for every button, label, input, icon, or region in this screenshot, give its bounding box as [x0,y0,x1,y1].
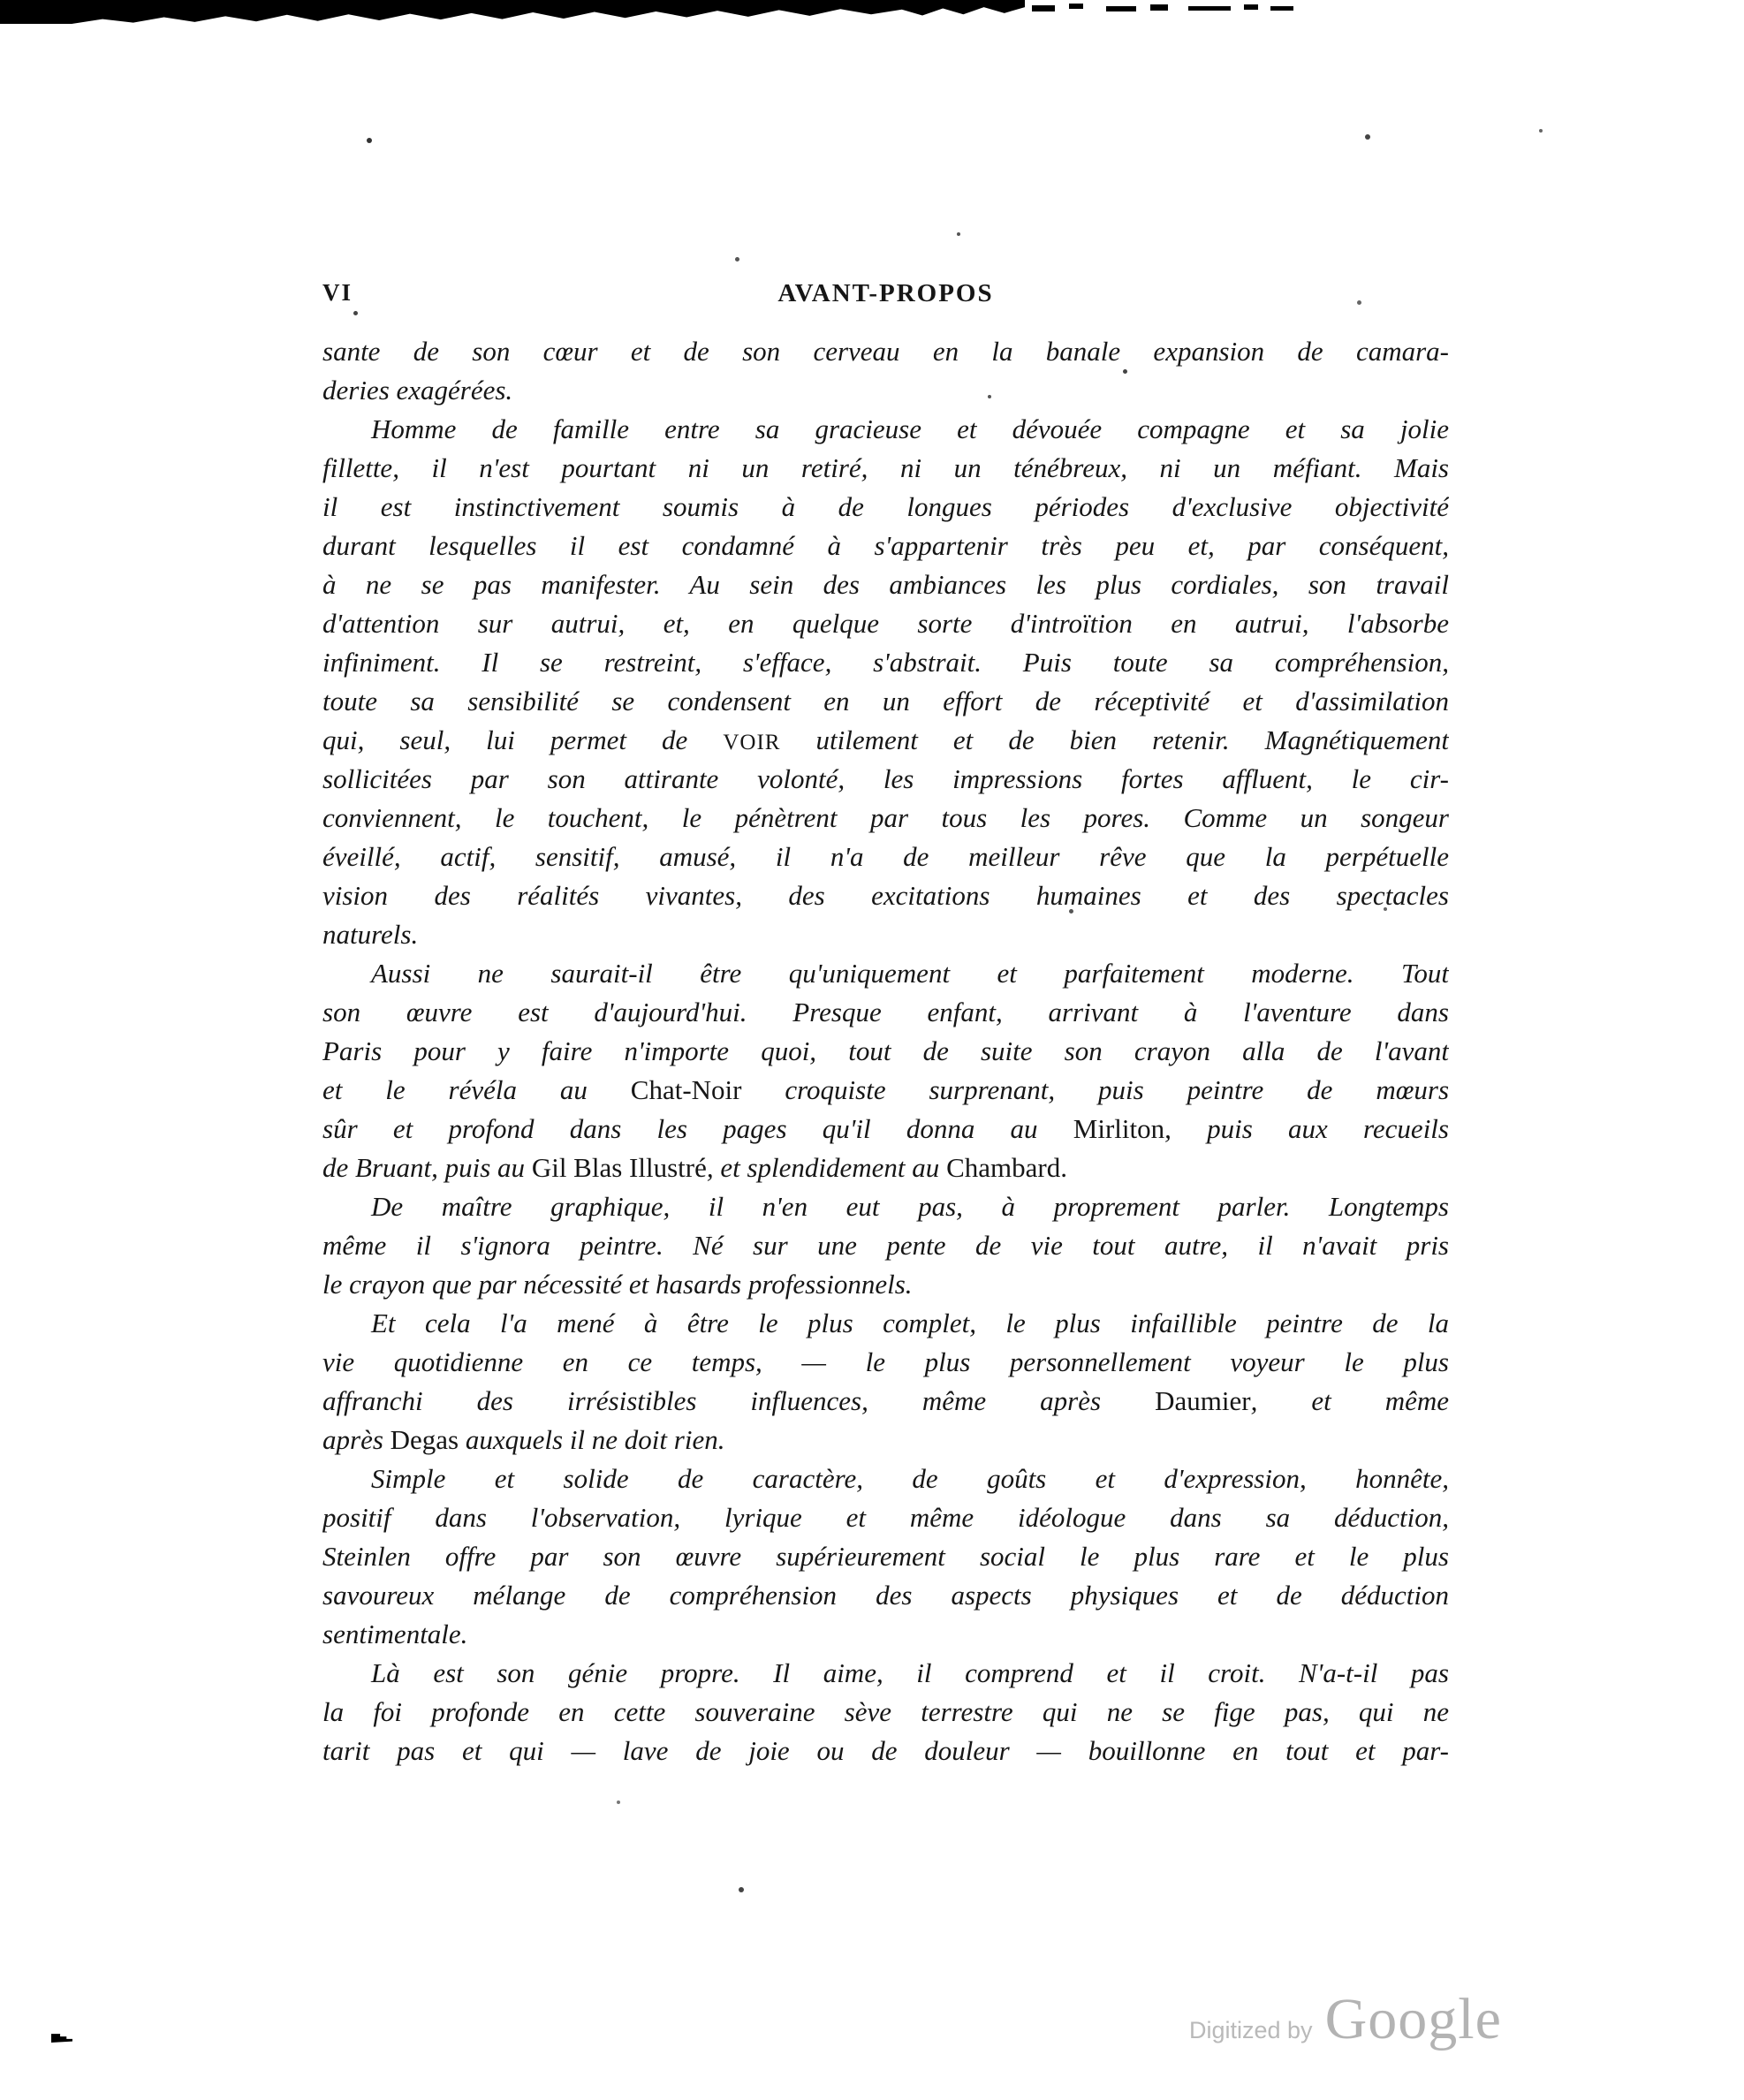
text-line [322,332,1449,371]
italic-text: naturels. [322,919,419,950]
text-line [322,449,1449,488]
scan-artifact-dash [1270,6,1293,11]
text-line [322,1343,1449,1382]
text-line [322,1304,1449,1343]
italic-text: sollicitées par son attirante volonté, les impressions fortes affluent, le cir- [322,763,1449,794]
text-line [322,604,1449,643]
italic-text: durant lesquelles il est condamné à s'appartenir très peu et, par conséquent, [322,530,1449,561]
italic-text: à ne se pas manifester. Au sein des ambiances les plus cordiales, son travail [322,569,1449,600]
text-line [322,1537,1449,1576]
italic-text: Homme de famille entre sa gracieuse et dévouée compagne et sa jolie [371,413,1449,444]
text-line [322,799,1449,838]
text-line [322,1032,1449,1071]
italic-text: fillette, il n'est pourtant ni un retiré, ni un ténébreux, ni un méfiant. Mais [322,452,1449,483]
scan-speck [1365,134,1370,140]
page-body [322,332,1449,1770]
italic-text: toute sa sensibilité se condensent en un effort de réceptivité et d'assimilation [322,686,1449,716]
paragraph [322,332,1449,410]
text-line [322,1693,1449,1732]
italic-text: utilement et de bien retenir. Magnétiquement [780,724,1449,755]
roman-text: Chambard. [946,1152,1067,1183]
paragraph [322,1654,1449,1770]
text-line [322,410,1449,449]
text-line [322,682,1449,721]
italic-text: sentimentale. [322,1619,468,1649]
scan-speck [1539,129,1543,133]
italic-text: il est instinctivement soumis à de longues périodes d'exclusive objectivité [322,491,1449,522]
text-line [322,760,1449,799]
text-line [322,643,1449,682]
italic-text: éveillé, actif, sensitif, amusé, il n'a de meilleur rêve que la perpétuelle [322,841,1449,872]
italic-text: vie quotidienne en ce temps, — le plus personnellement voyeur le plus [322,1346,1449,1377]
italic-text: auxquels il ne doit rien. [459,1424,725,1455]
text-line [322,876,1449,915]
text-line [322,1382,1449,1421]
text-line [322,1110,1449,1149]
text-line [322,915,1449,954]
scan-speck [735,257,739,262]
text-line [322,1459,1449,1498]
roman-text: Degas [390,1424,459,1455]
scan-artifact-dash [1188,6,1231,11]
digitization-watermark [1189,1986,1502,2053]
text-line [322,488,1449,527]
italic-text: la foi profonde en cette souveraine sève terrestre qui ne se fige pas, qui ne [322,1696,1449,1727]
running-title: AVANT-PROPOS [777,279,994,307]
text-line [322,838,1449,876]
text-line [322,1576,1449,1615]
text-line [322,1421,1449,1459]
italic-text: son œuvre est d'aujourd'hui. Presque enfant, arrivant à l'aventure dans [322,997,1449,1027]
text-line [322,1265,1449,1304]
scan-speck [739,1887,744,1892]
italic-text: affranchi des irrésistibles influences, même après [322,1385,1156,1416]
text-line [322,1732,1449,1770]
text-line [322,1226,1449,1265]
google-logo: Google [1324,1987,1502,2051]
text-line [322,565,1449,604]
italic-text: Là est son génie propre. Il aime, il comprend et il croit. N'a-t-il pas [371,1657,1449,1688]
text-line [322,954,1449,993]
italic-text: sante de son cœur et de son cerveau en la banale expansion de camara- [322,336,1449,367]
italic-text: Et cela l'a mené à être le plus complet, le plus infaillible peintre de la [371,1308,1449,1338]
italic-text: d'attention sur autrui, et, en quelque sorte d'introïtion en autrui, l'absorbe [322,608,1449,639]
paragraph [322,954,1449,1187]
roman-text: Gil Blas Illustré [531,1152,707,1183]
text-line [322,1149,1449,1187]
scan-artifact-top-band [0,0,1025,24]
text-line [322,1071,1449,1110]
italic-text: , et même [1250,1385,1449,1416]
scan-artifact-dash [1106,6,1136,11]
text-line [322,721,1449,760]
italic-text: Aussi ne saurait-il être qu'uniquement et parfaitement moderne. Tout [371,958,1449,989]
italic-text: De maître graphique, il n'en eut pas, à proprement parler. Longtemps [371,1191,1449,1222]
italic-text: Simple et solide de caractère, de goûts et d'expression, honnête, [371,1463,1449,1494]
italic-text: infiniment. Il se restreint, s'efface, s'abstrait. Puis toute sa compréhension, [322,647,1449,678]
paragraph [322,1304,1449,1459]
italic-text: vision des réalités vivantes, des excitations humaines et des spectacles [322,880,1449,911]
italic-text: deries exagérées. [322,375,513,406]
scan-artifact-dash [1032,5,1055,11]
smallcaps-text: VOIR [723,731,781,754]
scan-artifact-blot [51,2033,72,2043]
italic-text: qui, seul, lui permet de [322,724,724,755]
italic-text: , puis aux recueils [1164,1113,1449,1144]
text-line [322,1498,1449,1537]
italic-text: tarit pas et qui — lave de joie ou de douleur — bouillonne en tout et par- [322,1735,1449,1766]
italic-text: savoureux mélange de compréhension des aspects physiques et de déduction [322,1580,1449,1611]
text-line [322,1654,1449,1693]
italic-text: et le révéla au [322,1074,631,1105]
roman-text: Daumier [1155,1385,1251,1416]
italic-text: conviennent, le touchent, le pénètrent par tous les pores. Comme un songeur [322,802,1449,833]
paragraph [322,410,1449,954]
scan-speck [957,232,960,236]
italic-text: Paris pour y faire n'importe quoi, tout de suite son crayon alla de l'avant [322,1035,1449,1066]
italic-text: même il s'ignora peintre. Né sur une pente de vie tout autre, il n'avait pris [322,1230,1449,1261]
scan-speck [353,311,358,315]
italic-text: sûr et profond dans les pages qu'il donna au [322,1113,1073,1144]
italic-text: après [322,1424,391,1455]
italic-text: , et splendidement au [706,1152,947,1183]
italic-text: Steinlen offre par son œuvre supérieurement social le plus rare et le plus [322,1541,1449,1572]
italic-text: de Bruant, puis au [322,1152,532,1183]
scan-speck [617,1801,620,1804]
italic-text: croquiste surprenant, puis peintre de mœurs [741,1074,1449,1105]
text-line [322,1615,1449,1654]
text-line [322,527,1449,565]
text-line [322,1187,1449,1226]
italic-text: positif dans l'observation, lyrique et même idéologue dans sa déduction, [322,1502,1449,1533]
italic-text: le crayon que par nécessité et hasards professionnels. [322,1269,913,1300]
scan-artifact-dash [1150,4,1168,11]
watermark-text: Digitized by [1189,2017,1313,2043]
page-number: VI [322,279,353,306]
scan-artifact-dash [1069,4,1083,9]
paragraph [322,1459,1449,1654]
text-line [322,371,1449,410]
running-head [322,279,1449,311]
scan-artifact-dash [1244,4,1258,10]
roman-text: Mirliton [1073,1113,1165,1144]
roman-text: Chat-Noir [630,1074,742,1105]
text-line [322,993,1449,1032]
scan-speck [367,138,372,143]
paragraph [322,1187,1449,1304]
